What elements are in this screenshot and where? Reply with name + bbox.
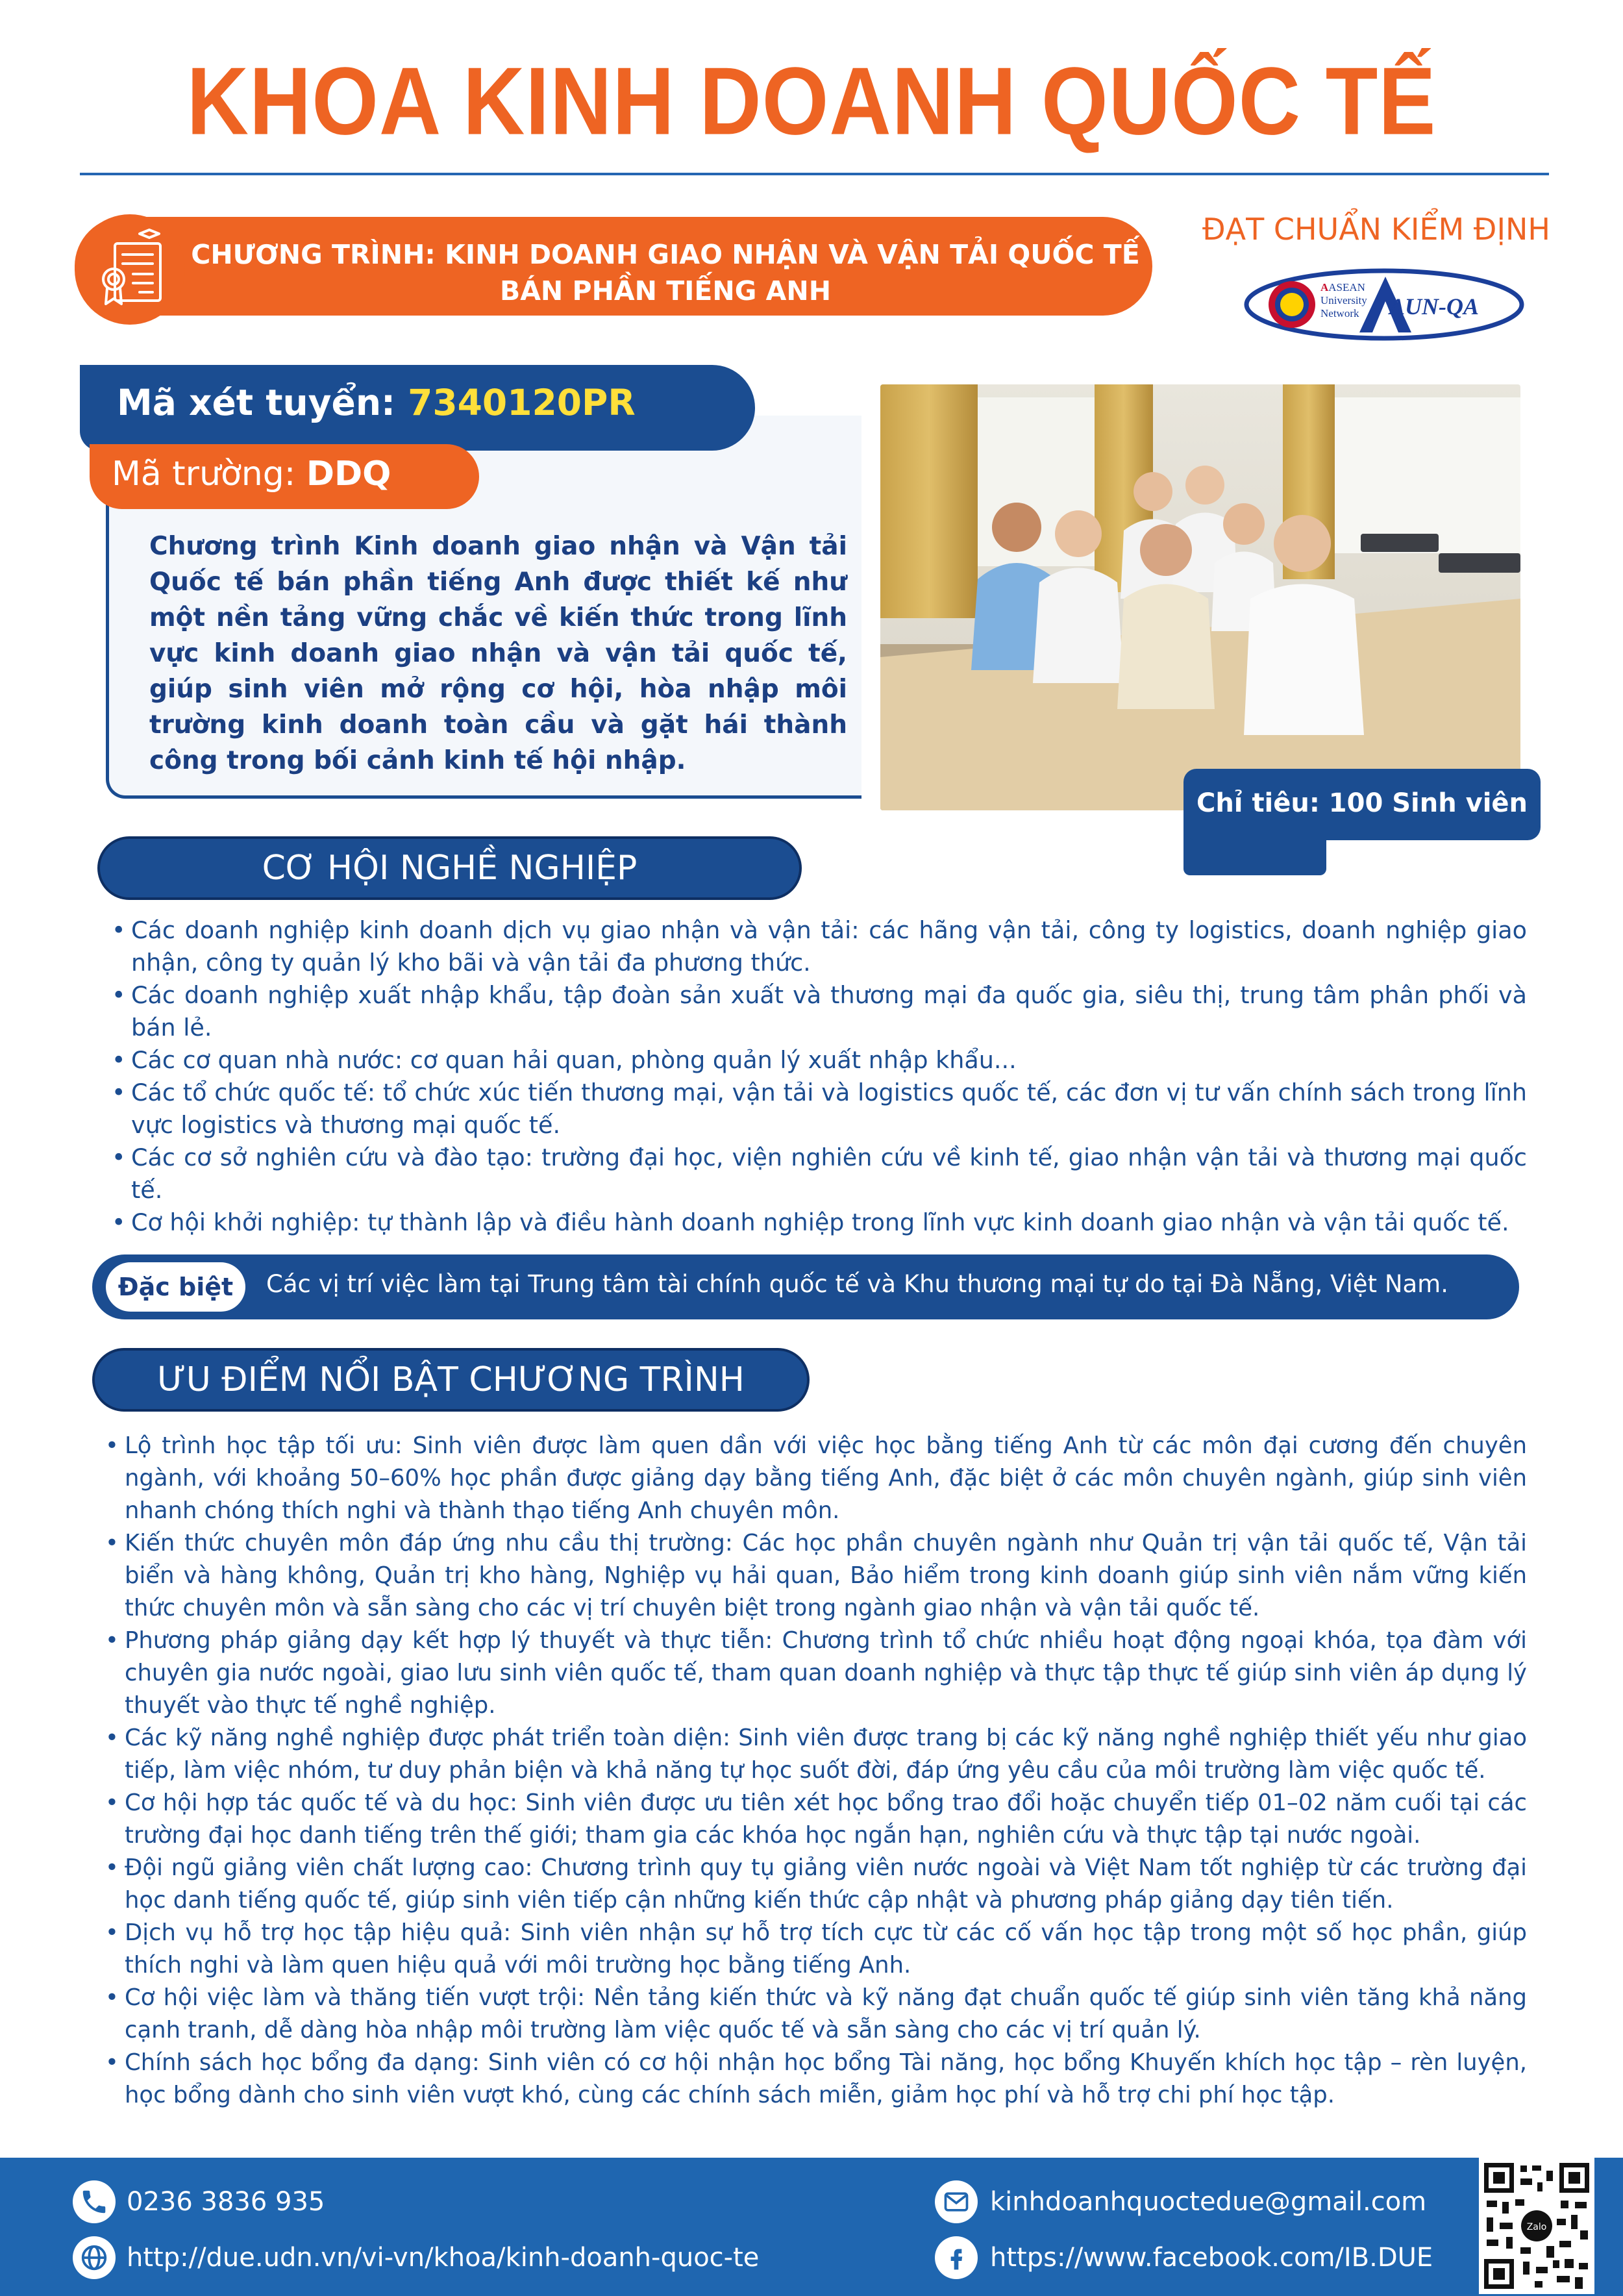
logo-mark: AUN-QA — [1389, 293, 1480, 319]
header-divider — [80, 173, 1549, 175]
logo-line2: University — [1320, 294, 1367, 306]
aun-qa-logo — [1241, 262, 1527, 347]
quota-text: Chỉ tiêu: 100 Sinh viên — [1196, 788, 1528, 818]
svg-text:AASEAN: AASEAN — [1320, 281, 1365, 293]
list-item: • Kiến thức chuyên môn đáp ứng nhu cầu thị trường: Các học phần chuyên ngành như Quản trị vận tải quốc tế, Vận tải biển và hàng không, Quản trị kho hàng, Nghiệp vụ hải quan, Bảo hiểm trong kinh doanh giúp sinh viên nắm vững kiến thức chuyên môn và sẵn sàng cho các vị trí chuyên biệt trong ngành giao nhận và vận tải quốc tế. — [105, 1527, 1527, 1625]
logo-line3: Network — [1320, 307, 1359, 319]
list-item: • Các kỹ năng nghề nghiệp được phát triển toàn diện: Sinh viên được trang bị các kỹ năng nghề nghiệp thiết yếu như giao tiếp, làm việc nhóm, tư duy phản biện và khả năng tự học suốt đời, đáp ứng yêu cầu của môi trường làm việc quốc tế. — [105, 1722, 1527, 1787]
facebook-icon — [935, 2236, 978, 2279]
list-item: • Cơ hội khởi nghiệp: tự thành lập và điều hành doanh nghiệp trong lĩnh vực kinh doanh giao nhận và vận tải quốc tế. — [112, 1206, 1527, 1239]
program-icon-badge — [75, 214, 185, 325]
admission-code-value: 7340120PR — [408, 382, 636, 423]
footer — [0, 2158, 1623, 2296]
program-title — [188, 236, 1143, 309]
email-link[interactable]: kinhdoanhquoctedue@gmail.com — [990, 2187, 1427, 2217]
admission-code-label: Mã xét tuyển: — [117, 382, 408, 423]
certificate-icon — [75, 214, 185, 325]
list-item: • Đội ngũ giảng viên chất lượng cao: Chương trình quy tụ giảng viên nước ngoài và Việt Nam tốt nghiệp từ các trường đại học danh tiếng quốc tế, giúp sinh viên tiếp cận những kiến thức cập nhật và phương pháp giảng dạy tiên tiến. — [105, 1852, 1527, 1917]
globe-icon — [73, 2236, 116, 2279]
program-title-line1: CHƯƠNG TRÌNH: KINH DOANH GIAO NHẬN VÀ VẬN TẢI QUỐC TẾ — [191, 239, 1140, 270]
accreditation-label: ĐẠT CHUẨN KIỂM ĐỊNH — [1202, 212, 1551, 247]
special-text: Các vị trí việc làm tại Trung tâm tài chính quốc tế và Khu thương mại tự do tại Đà Nẵng, Việt Nam. — [266, 1270, 1448, 1298]
list-item: • Các cơ sở nghiên cứu và đào tạo: trường đại học, viện nghiên cứu về kinh tế, giao nhận vận tải và thương mại quốc tế. — [112, 1142, 1527, 1206]
list-item: • Các doanh nghiệp kinh doanh dịch vụ giao nhận và vận tải: các hãng vận tải, công ty logistics, doanh nghiệp giao nhận, công ty quản lý kho bãi và vận tải đa phương thức. — [112, 914, 1527, 979]
admission-code — [117, 382, 636, 423]
qr-code-icon[interactable] — [1479, 2158, 1594, 2294]
facebook-link[interactable]: https://www.facebook.com/IB.DUE — [990, 2243, 1433, 2273]
advantages-heading: ƯU ĐIỂM NỔI BẬT CHƯƠNG TRÌNH — [92, 1348, 810, 1412]
list-item: • Dịch vụ hỗ trợ học tập hiệu quả: Sinh viên nhận sự hỗ trợ tích cực từ các cố vấn học tập trong một số học phần, giúp thích nghi và làm quen hiệu quả với môi trường học bằng tiếng Anh. — [105, 1917, 1527, 1982]
school-code-label: Mã trường: — [112, 455, 306, 493]
list-item: • Các cơ quan nhà nước: cơ quan hải quan, phòng quản lý xuất nhập khẩu... — [112, 1044, 1527, 1077]
students-photo — [880, 384, 1520, 810]
list-item: • Cơ hội việc làm và thăng tiến vượt trội: Nền tảng kiến thức và kỹ năng đạt chuẩn quốc tế giúp sinh viên tăng khả năng cạnh tranh, dễ dàng hòa nhập môi trường làm việc quốc tế và sẵn sàng cho các vị trí quản lý. — [105, 1982, 1527, 2047]
phone-number[interactable]: 0236 3836 935 — [127, 2187, 325, 2217]
program-title-line2: BÁN PHẦN TIẾNG ANH — [499, 275, 832, 306]
school-code-value: DDQ — [306, 455, 391, 493]
qr-badge-text: Zalo — [1526, 2222, 1547, 2232]
list-item: • Các tổ chức quốc tế: tổ chức xúc tiến thương mại, vận tải và logistics quốc tế, các đơn vị tư vấn chính sách trong lĩnh vực logistics và thương mại quốc tế. — [112, 1077, 1527, 1142]
list-item: • Chính sách học bổng đa dạng: Sinh viên có cơ hội nhận học bổng Tài năng, học bổng Khuyến khích học tập – rèn luyện, học bổng dành cho sinh viên vượt khó, cùng các chính sách miễn, giảm học phí và hỗ trợ chi phí học tập. — [105, 2047, 1527, 2112]
website-link[interactable]: http://due.udn.vn/vi-vn/khoa/kinh-doanh-quoc-te — [127, 2243, 760, 2273]
special-label: Đặc biệt — [106, 1262, 245, 1312]
list-item: • Phương pháp giảng dạy kết hợp lý thuyết và thực tiễn: Chương trình tổ chức nhiều hoạt động ngoại khóa, tọa đàm với chuyên gia nước ngoài, giao lưu sinh viên quốc tế, tham quan doanh nghiệp và thực tập thực tế giúp sinh viên áp dụng lý thuyết vào thực tế nghề nghiệp. — [105, 1625, 1527, 1722]
career-list — [112, 914, 1527, 1239]
list-item: • Cơ hội hợp tác quốc tế và du học: Sinh viên được ưu tiên xét học bổng trao đổi hoặc chuyển tiếp 01–02 năm cuối tại các trường đại học danh tiếng trên thế giới; tham gia các khóa học ngắn hạn, nghiên cứu và thực tập tại nước ngoài. — [105, 1787, 1527, 1852]
page-title: KHOA KINH DOANH QUỐC TẾ — [186, 47, 1437, 155]
career-heading: CƠ HỘI NGHỀ NGHIỆP — [97, 836, 802, 900]
advantages-list — [105, 1430, 1527, 2112]
logo-line1: ASEAN — [1328, 281, 1365, 293]
list-item: • Các doanh nghiệp xuất nhập khẩu, tập đoàn sản xuất và thương mại đa quốc gia, siêu thị, trung tâm phân phối và bán lẻ. — [112, 979, 1527, 1044]
phone-icon — [73, 2180, 116, 2223]
list-item: • Lộ trình học tập tối ưu: Sinh viên được làm quen dần với việc học bằng tiếng Anh từ các môn đại cương đến chuyên ngành, với khoảng 50–60% học phần được giảng dạy bằng tiếng Anh, đặc biệt ở các môn chuyên ngành, giúp sinh viên nhanh chóng thích nghi và thành thạo tiếng Anh chuyên môn. — [105, 1430, 1527, 1527]
email-icon — [935, 2180, 978, 2223]
program-description: Chương trình Kinh doanh giao nhận và Vận tải Quốc tế bán phần tiếng Anh được thiết kế như một nền tảng vững chắc về kiến thức trong lĩnh vực kinh doanh giao nhận và vận tải quốc tế, giúp sinh viên mở rộng cơ hội, hòa nhập môi trường kinh doanh toàn cầu và gặt hái thành công trong bối cảnh kinh tế hội nhập. — [149, 532, 847, 775]
school-code — [112, 455, 391, 493]
